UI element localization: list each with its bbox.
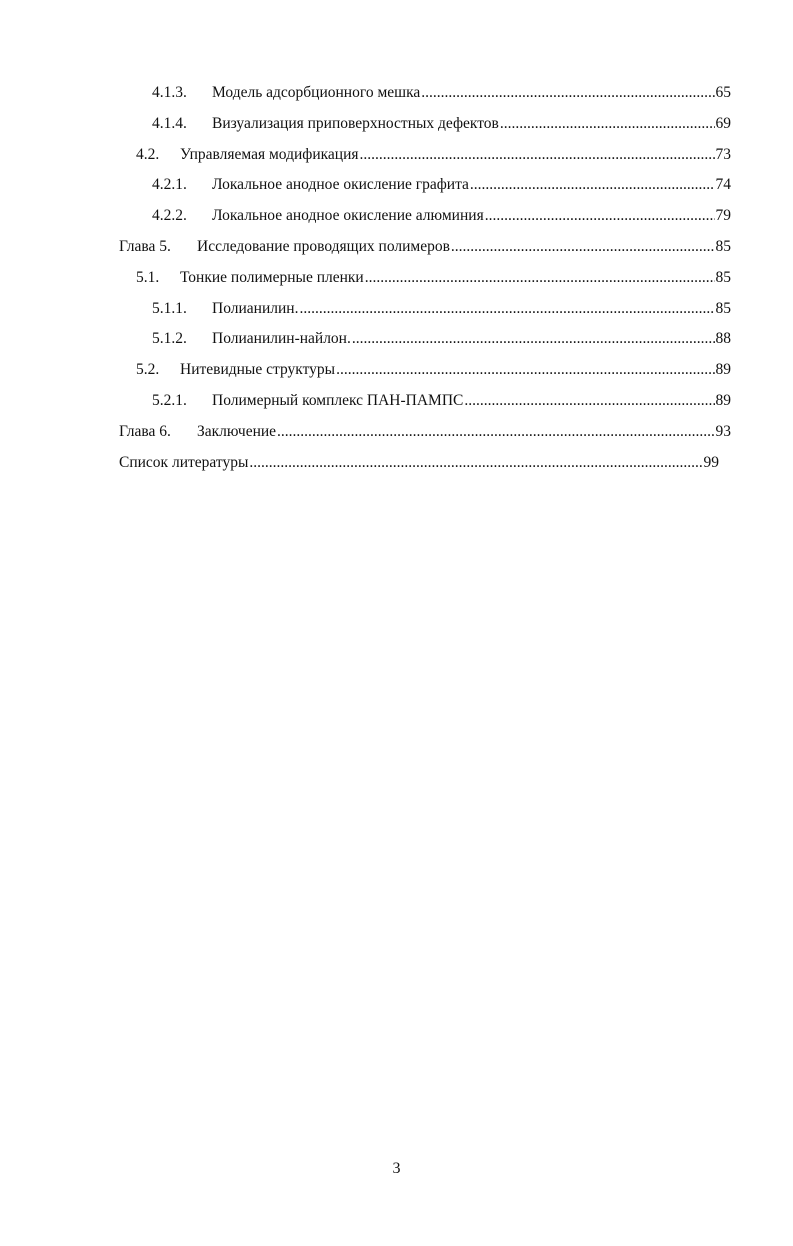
toc-entry-page: 65	[715, 84, 731, 101]
toc-entry-page: 99	[703, 453, 719, 471]
toc-entry-leader	[180, 263, 731, 294]
toc-entry-number: 5.1.2.	[152, 330, 187, 348]
toc-entry-number: 5.1.1.	[152, 299, 187, 317]
toc-entry[interactable]	[0, 417, 793, 448]
dot-leader	[360, 140, 715, 171]
dot-leader	[299, 294, 714, 325]
dot-leader	[352, 324, 715, 355]
toc-entry-page: 69	[715, 114, 731, 132]
toc-entry-leader	[212, 324, 731, 355]
toc-entry-page: 73	[715, 145, 731, 163]
toc-entry-title: Локальное анодное окисление графита	[212, 176, 469, 194]
toc-entry[interactable]	[0, 232, 793, 263]
toc-entry-page: 85	[715, 268, 731, 286]
page-number: 3	[392, 1160, 401, 1177]
dot-leader	[365, 263, 715, 294]
toc-entry-title: Локальное анодное окисление алюминия	[212, 207, 484, 225]
toc-entry-title: Модель адсорбционного мешка	[212, 84, 421, 101]
toc-entry-number: 5.1.	[136, 268, 160, 286]
dot-leader	[500, 109, 715, 140]
toc-entry-references[interactable]	[0, 448, 793, 479]
dot-leader	[464, 386, 714, 417]
dot-leader	[421, 78, 714, 109]
dot-leader	[249, 448, 702, 479]
toc-entry-page: 85	[715, 299, 731, 317]
toc-entry-page: 89	[715, 361, 731, 379]
toc-entry-number: Глава 6.	[119, 422, 171, 440]
toc-entry-number: 4.2.2.	[152, 207, 187, 225]
table-of-contents	[0, 78, 793, 478]
toc-entry-title: Заключение	[197, 422, 277, 440]
toc-entry[interactable]	[0, 201, 793, 232]
toc-entry[interactable]	[0, 263, 793, 294]
toc-entry-title: Визуализация приповерхностных дефектов	[212, 114, 499, 132]
toc-entry-title: Полианилин.	[212, 299, 299, 317]
toc-entry-title: Полимерный комплекс ПАН-ПАМПС	[212, 391, 464, 409]
toc-entry-page: 74	[715, 176, 731, 194]
toc-entry[interactable]	[0, 170, 793, 201]
toc-entry-number: 5.2.	[136, 361, 160, 379]
toc-entry-leader	[180, 140, 731, 171]
toc-entry[interactable]	[0, 386, 793, 417]
toc-entry-leader	[197, 417, 731, 448]
toc-entry-leader	[119, 448, 719, 479]
dot-leader	[470, 170, 715, 201]
toc-entry-leader	[212, 109, 731, 140]
toc-entry-leader	[212, 294, 731, 325]
dot-leader	[336, 355, 714, 386]
toc-entry-title: Нитевидные структуры	[180, 361, 336, 379]
dot-leader	[485, 201, 715, 232]
toc-entry[interactable]	[0, 78, 793, 109]
dot-leader	[277, 417, 714, 448]
toc-entry-title: Тонкие полимерные пленки	[180, 268, 364, 286]
toc-entry-number: 4.2.1.	[152, 176, 187, 194]
toc-entry[interactable]	[0, 109, 793, 140]
toc-entry-number: 4.1.3.	[152, 84, 187, 101]
toc-entry-leader	[212, 78, 731, 109]
toc-entry-title: Полианилин-найлон.	[212, 330, 351, 348]
toc-entry-number: 4.1.4.	[152, 114, 187, 132]
dot-leader	[451, 232, 715, 263]
toc-entry-page: 89	[715, 391, 731, 409]
toc-entry-number: 5.2.1.	[152, 391, 187, 409]
toc-entry[interactable]	[0, 294, 793, 325]
toc-entry[interactable]	[0, 324, 793, 355]
toc-entry-page: 93	[715, 422, 731, 440]
toc-entry-title: Управляемая модификация	[180, 145, 359, 163]
toc-entry-page: 88	[715, 330, 731, 348]
toc-entry[interactable]	[0, 140, 793, 171]
toc-entry-leader	[180, 355, 731, 386]
toc-entry-page: 79	[715, 207, 731, 225]
toc-entry-leader	[212, 170, 731, 201]
toc-entry-leader	[197, 232, 731, 263]
toc-entry[interactable]	[0, 355, 793, 386]
toc-entry-leader	[212, 386, 731, 417]
toc-entry-number: Глава 5.	[119, 237, 171, 255]
toc-entry-title: Исследование проводящих полимеров	[197, 237, 450, 255]
toc-entry-page: 85	[715, 237, 731, 255]
toc-entry-number: 4.2.	[136, 145, 160, 163]
toc-entry-leader	[212, 201, 731, 232]
toc-entry-title: Список литературы	[119, 453, 249, 471]
